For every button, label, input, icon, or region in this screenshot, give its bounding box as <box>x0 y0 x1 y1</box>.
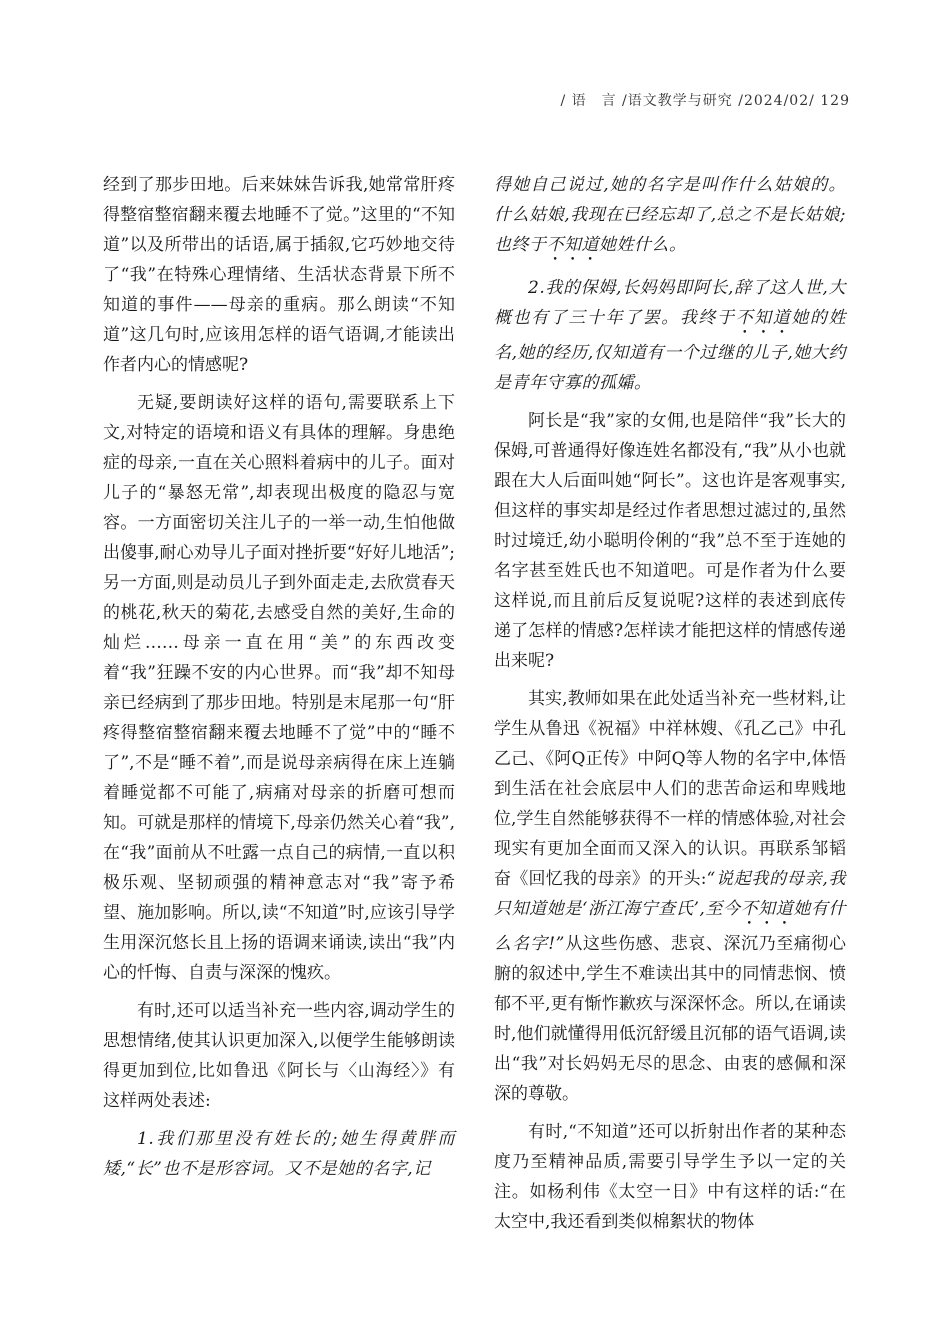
left-column <box>103 170 455 1192</box>
right-column <box>494 170 846 1245</box>
paragraph <box>494 684 846 1109</box>
quotation-2 <box>494 273 846 398</box>
paragraph-text: 从这些伤感、悲哀、深沉乃至痛彻心腑的叙述中,学生不难读出其中的同情悲悯、愤郁不平,更有惭怍歉疚与深深怀念。所以,在诵读时,他们就懂得用低沉舒缓且沉郁的语气语调,读出“我”对长妈妈无尽的思念、由衷的感佩和深深的尊敬。 <box>494 934 847 1104</box>
quotation-1: 1.我们那里没有姓长的;她生得黄胖而矮,“长”也不是形容词。又不是她的名字,记 <box>103 1129 455 1179</box>
quote-text: 她有什么名字!” <box>494 899 847 954</box>
quote-text: 得她自己说过,她的名字是叫作什么姑娘的。什么姑娘,我现在已经忘却了,总之不是长姑娘;也终于 <box>494 175 846 255</box>
paragraph: 有时,“不知道”还可以折射出作者的某种态度乃至精神品质,需要引导学生予以一定的关注。如杨利伟《太空一日》中有这样的话:“在太空中,我还看到类似棉絮状的物体 <box>494 1122 846 1232</box>
quote-text: 2.我的保姆,长妈妈即阿长,辞了这人世,大概也有了三十年了罢。我终于 <box>494 278 846 328</box>
paragraph-text: 其实,教师如果在此处适当补充一些材料,让学生从鲁迅《祝福》中祥林嫂、《孔乙己》中孔乙己、《阿Q正传》中阿Q等人物的名字中,体悟到生活在社会底层中人们的悲苦命运和卑贱地位,学生自然能够获得不一样的情感体验,对社会现实有更加全面而又深入的认识。再联系邹韬奋《回忆我的母亲》的开头: <box>494 689 846 889</box>
running-header: / 语 言 /语文教学与研究 /2024/02/ 129 <box>560 93 850 109</box>
quote-text: 她姓什么。 <box>599 235 687 255</box>
emphasized-term: 不知道 <box>735 308 792 328</box>
paragraph: 经到了那步田地。后来妹妹告诉我,她常常肝疼得整宿整宿翻来覆去地睡不了觉。”这里的“不知道”以及所带出的话语,属于插叙,它巧妙地交待了“我”在特殊心理情绪、生活状态背景下所不知道的事件——母亲的重病。那么朗读“不知道”这几句时,应该用怎样的语气语调,才能读出作者内心的情感呢? <box>103 175 455 375</box>
emphasized-term: 不知道 <box>740 899 794 919</box>
paragraph: 有时,还可以适当补充一些内容,调动学生的思想情绪,使其认识更加深入,以便学生能够朗读得更加到位,比如鲁迅《阿长与〈山海经〉》有这样两处表述: <box>103 1001 455 1111</box>
quote-text: 她的姓名,她的经历,仅知道有一个过继的儿子,她大约是青年守寡的孤孀。 <box>494 308 847 393</box>
quotation-1-continued <box>494 170 846 265</box>
emphasized-term: 不知道 <box>546 235 599 255</box>
paragraph: 阿长是“我”家的女佣,也是陪伴“我”长大的保姆,可普通得好像连姓名都没有,“我”从小也就跟在大人后面叫她“阿长”。这也许是客观事实,但这样的事实却是经过作者思想过滤过的,虽然时过境迁,幼小聪明伶俐的“我”总不至于连她的名字甚至姓氏也不知道吧。可是作者为什么要这样说,而且前后反复说呢?这样的表述到底传递了怎样的情感?怎样读才能把这样的情感传递出来呢? <box>494 411 846 671</box>
paragraph: 无疑,要朗读好这样的语句,需要联系上下文,对特定的语境和语义有具体的理解。身患绝症的母亲,一直在关心照料着病中的儿子。面对儿子的“暴怒无常”,却表现出极度的隐忍与宽容。一方面密切关注儿子的一举一动,生怕他做出傻事,耐心劝导儿子面对挫折要“好好儿地活”;另一方面,则是动员儿子到外面走走,去欣赏春天的桃花,秋天的菊花,去感受自然的美好,生命的灿烂……母亲一直在用“美”的东西改变着“我”狂躁不安的内心世界。而“我”却不知母亲已经病到了那步田地。特别是末尾那一句“肝疼得整宿整宿翻来覆去地睡不了觉”中的“睡不了”,不是“睡不着”,而是说母亲病得在床上连躺着睡觉都不可能了,病痛对母亲的折磨可想而知。可就是那样的情境下,母亲仍然关心着“我”,在“我”面前从不吐露一点自己的病情,一直以积极乐观、坚韧顽强的精神意志对“我”寄予希望、施加影响。所以,读“不知道”时,应该引导学生用深沉悠长且上扬的语调来诵读,读出“我”内心的忏悔、自责与深深的愧疚。 <box>103 393 455 983</box>
quote-text: “说起我的母亲,我只知道她是‘浙江海宁查氏’,至今 <box>494 869 846 919</box>
